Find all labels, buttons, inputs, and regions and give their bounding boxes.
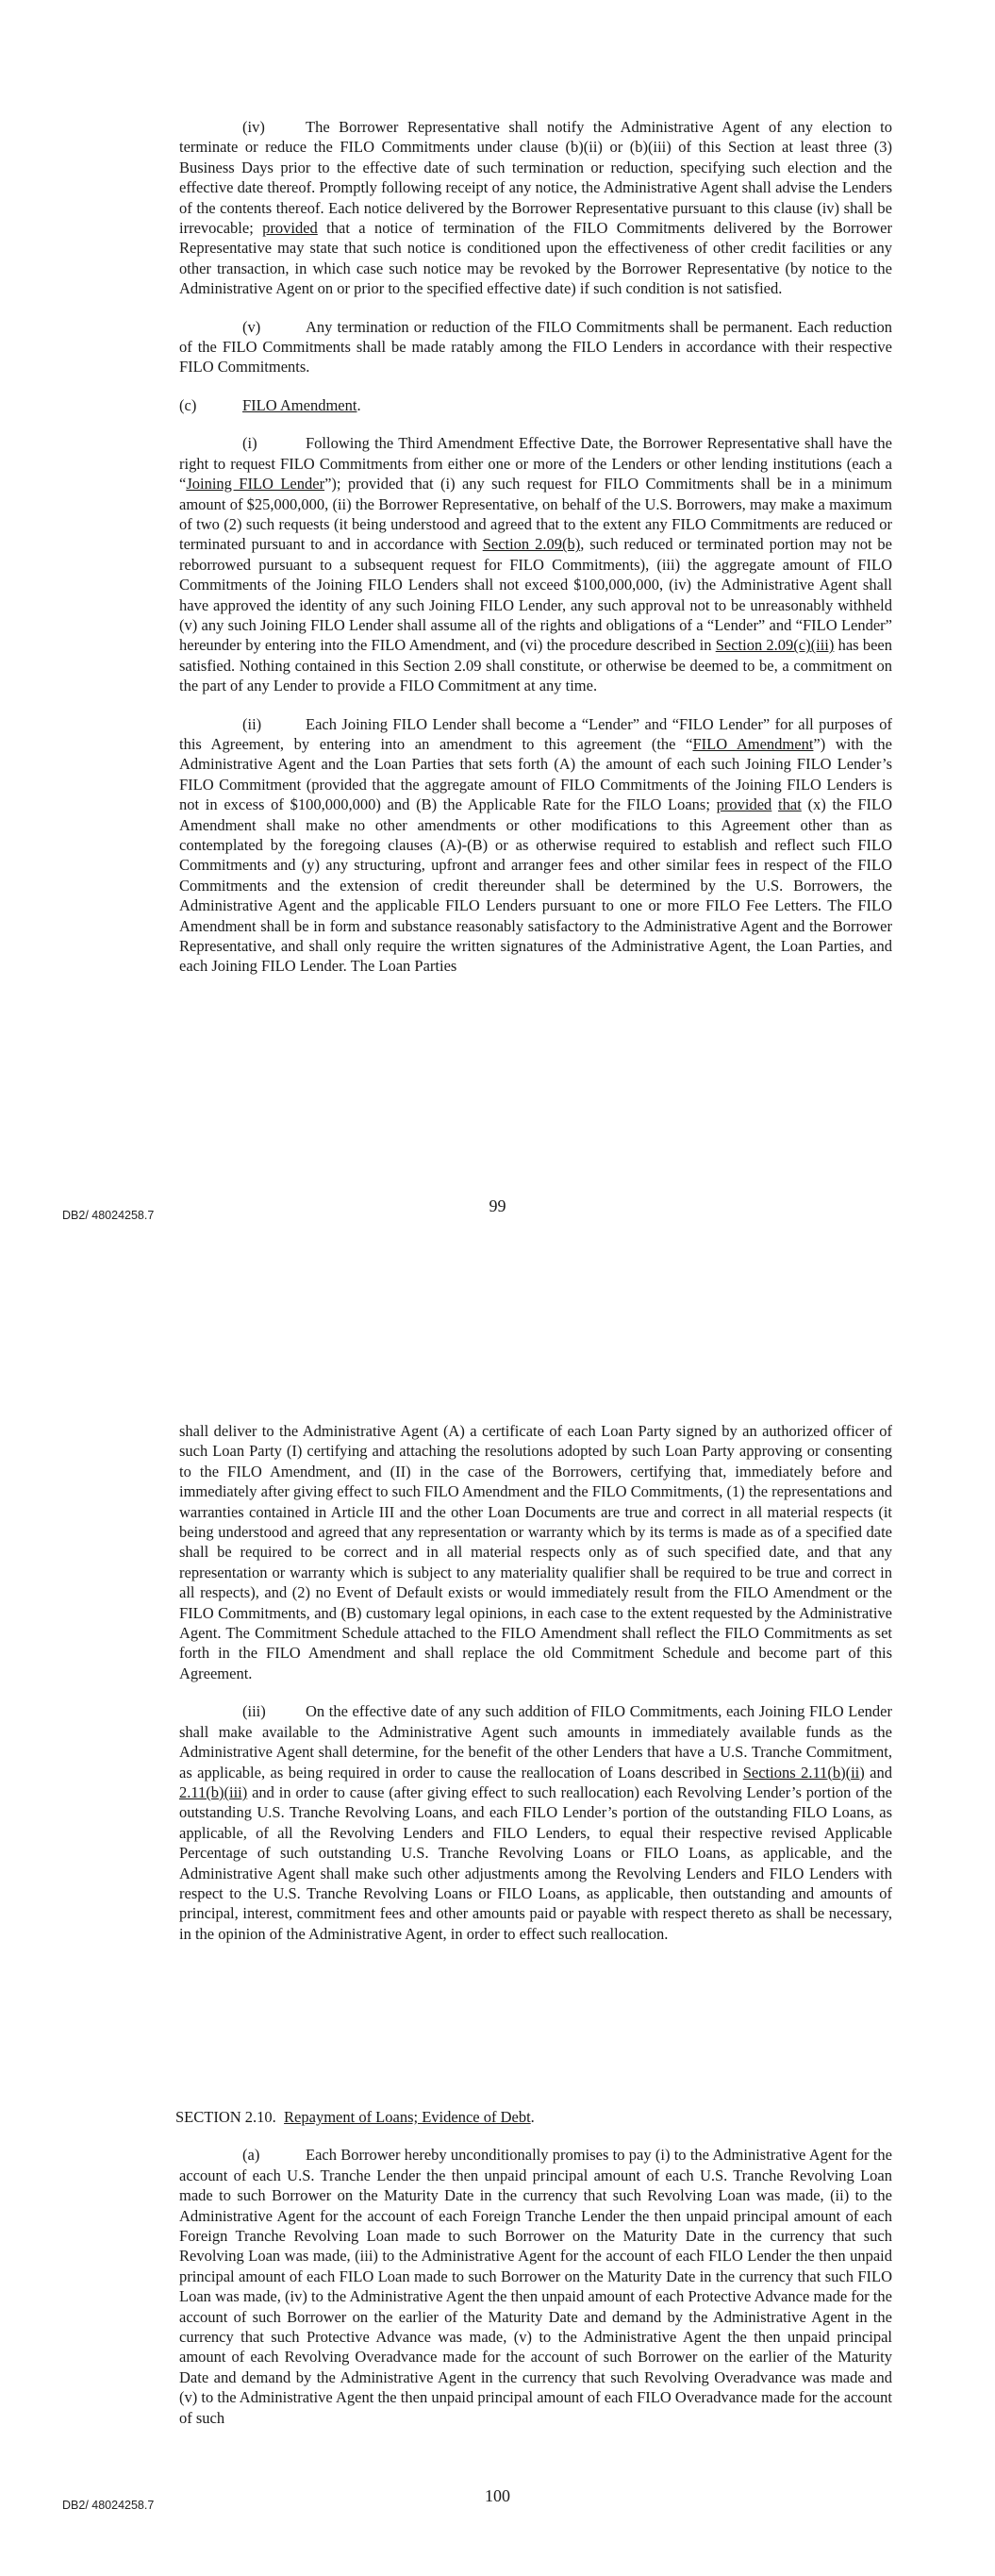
- paragraph-ii: [179, 714, 892, 977]
- paragraph-i: [179, 433, 892, 695]
- text-run: shall deliver to the Administrative Agent (A) a certificate of each Loan Party signed by an authorized officer of such Loan Party (I) certifying and attaching the resolutions adopted by such Loan Party approving or consenting to the FILO Amendment, and (II) in the case of the Borrowers, certifying that, immediately before and immediately after giving effect to such FILO Amendment and the FILO Commitments, (1) the representations and warranties contained in Article III and the other Loan Documents are true and correct in all material respects (it being understood and agreed that any representation or warranty which by its terms is made as of a specified date shall be required to be correct and in all material respects only as of such specified date, and that any representation or warranty which is subject to any materiality qualifier shall be required to be true and correct in all respects), and (2) no Event of Default exists or would immediately result from the FILO Amendment or the FILO Commitments, and (B) customary legal opinions, in each case to the extent requested by the Administrative Agent. The Commitment Schedule attached to the FILO Amendment shall reflect the FILO Commitments as set forth in the FILO Amendment and shall replace the old Commitment Schedule and become part of this Agreement.: [179, 1422, 892, 1682]
- clause-number: (a): [242, 2146, 260, 2165]
- paragraph-continued: [179, 1421, 892, 1683]
- clause-number: (c): [179, 395, 197, 414]
- clause-number: (iv): [242, 118, 265, 136]
- underlined-term: provided: [262, 219, 318, 238]
- paragraph-iv: [179, 117, 892, 299]
- section-2-10: [175, 2107, 892, 2446]
- text-run: On the effective date of any such addition of FILO Commitments, each Joining FILO Lender shall make available to the Administrative Agent such amounts in immediately available funds as the Administrative Agent shall determine, for the benefit of the other Lenders that have a U.S. Tranche Commitment, as applicable, as being required in order to cause the reallocation of Loans described in: [179, 1702, 892, 1781]
- text-run: Each Borrower hereby unconditionally promises to pay (i) to the Administrative Agent for the account of each U.S. Tranche Lender the then unpaid principal amount of each U.S. Tranche Revolving Loan made to such Borrower on the Maturity Date in the currency that such Revolving Loan was made, (ii) to the Administrative Agent for the account of each Foreign Tranche Lender the then unpaid principal amount of each Foreign Tranche Revolving Loan made to such Borrower on the Maturity Date in the currency that such Revolving Loan was made, (iii) to the Administrative Agent for the account of each FILO Lender the then unpaid principal amount of each FILO Loan made to such Borrower on the Maturity Date in the currency that such FILO Loan was made, (iv) to the Administrative Agent the then unpaid amount of each Protective Advance made for the account of such Borrower on the earlier of the Maturity Date and demand by the Administrative Agent in the currency that such Protective Advance was made, (v) to the Administrative Agent the then unpaid principal amount of each Revolving Overadvance made for the account of such Borrower on the earlier of the Maturity Date and demand by the Administrative Agent in the currency that such Revolving Overadvance was made and (v) to the Administrative Agent the then unpaid principal amount of each FILO Overadvance made for the account of such: [179, 2146, 892, 2427]
- section-heading: FILO Amendment: [242, 395, 357, 414]
- section-reference: Sections 2.11(b)(ii): [742, 1763, 865, 1781]
- text-run: ”) with the Administrative Agent and the Loan Parties that sets forth (A) the amount of each such Joining FILO Lender’s FILO Commitment (provided that the aggregate amount of FILO Commitments of the Joining FILO Lenders is not in excess of $100,000,000) and (B) the Applicable Rate for the FILO Loans;: [179, 734, 892, 814]
- document-id-footer: DB2/ 48024258.7: [62, 1209, 155, 1222]
- text-run: Any termination or reduction of the FILO Commitments shall be permanent. Each reduction of the FILO Commitments shall be made ratably among the FILO Lenders in accordance with their respective FILO Commitments.: [179, 317, 892, 376]
- clause-number: (iii): [242, 1702, 266, 1721]
- text-run: ”); provided that (i) any such request for FILO Commitments shall be in a minimum amount of $25,000,000, (ii) the Borrower Representative, on behalf of the U.S. Borrowers, may make a maximum of two (2) such requests (it being understood and agreed that to the extent any FILO Commitments are reduced or terminated pursuant to and in accordance with: [179, 475, 892, 554]
- section-heading: Repayment of Loans; Evidence of Debt: [284, 2108, 531, 2126]
- underlined-term: Joining FILO Lender: [186, 475, 325, 493]
- section-reference: Section 2.09(c)(iii): [715, 636, 835, 655]
- paragraph-c-heading: [179, 395, 892, 415]
- text-run: The Borrower Representative shall notify the Administrative Agent of any election to terminate or reduce the FILO Commitments under clause (b)(ii) or (b)(iii) of this Section at least three (3) Business Days prior to the effective date of such termination or reduction, specifying such election and the effective date thereof. Promptly following receipt of any notice, the Administrative Agent shall advise the Lenders of the contents thereof. Each notice delivered by the Borrower Representative pursuant to this clause (iv) shall be irrevocable;: [179, 118, 892, 238]
- clause-number: (v): [242, 317, 261, 336]
- text-run: that a notice of termination of the FILO Commitments delivered by the Borrower Representative may state that such notice is conditioned upon the effectiveness of other credit facilities or any other transaction, in which case such notice may be revoked by the Borrower Representative (by notice to the Administrative Agent on or prior to the specified effective date) if such condition is not satisfied.: [179, 219, 892, 298]
- underlined-term: that: [778, 795, 802, 814]
- page-100: [0, 1288, 995, 2576]
- page-number: 100: [485, 2486, 510, 2505]
- text-run: (x) the FILO Amendment shall make no other amendments or other modifications to this Agreement other than as contemplated by the foregoing clauses (A)-(B) or as otherwise required to establish and reflect such FILO Commitments and (y) any structuring, upfront and arranger fees and other similar fees in respect of the FILO Commitments and the extension of credit thereunder shall be determined by the U.S. Borrowers, the Administrative Agent and the applicable FILO Lenders pursuant to one or more FILO Fee Letters. The FILO Amendment shall be in form and substance reasonably satisfactory to the Administrative Agent and the Borrower Representative, and shall only require the written signatures of the Administrative Agent, the Loan Parties, and each Joining FILO Lender. The Loan Parties: [179, 795, 892, 976]
- document-id-footer: DB2/ 48024258.7: [62, 2499, 155, 2512]
- text-run: Following the Third Amendment Effective Date, the Borrower Representative shall have the right to request FILO Commitments from either one or more of the Lenders or other lending institutions (each a “: [179, 434, 892, 493]
- underlined-term: FILO Amendment: [692, 734, 814, 753]
- text-run: .: [357, 395, 361, 414]
- text-run: and: [864, 1763, 893, 1781]
- section-reference: 2.11(b)(iii): [179, 1782, 248, 1801]
- text-run: Each Joining FILO Lender shall become a “Lender” and “FILO Lender” for all purposes of this Agreement, by entering into an amendment to this agreement (the “: [179, 714, 892, 753]
- text-run: and in order to cause (after giving effect to such reallocation) each Revolving Lender’s portion of the outstanding U.S. Tranche Revolving Loans, and each FILO Lender’s portion of the outstanding FILO Loans, as applicable, of all the Revolving Lenders and FILO Lenders, to equal their respective revised Applicable Percentage of such outstanding U.S. Tranche Revolving Loans or FILO Loans, as applicable, and the Administrative Agent shall make such other adjustments among the Revolving Lenders and FILO Lenders with respect to the U.S. Tranche Revolving Loans or FILO Loans, as applicable, then outstanding and amounts of principal, interest, commitment fees and other amounts paid or payable with respect thereto as shall be necessary, in the opinion of the Administrative Agent, in order to effect such reallocation.: [179, 1782, 892, 1943]
- underlined-term: provided: [716, 795, 772, 814]
- paragraph-v: [179, 317, 892, 377]
- text-run: has been satisfied. Nothing contained in this Section 2.09 shall constitute, or otherwise be deemed to be, a commitment on the part of any Lender to provide a FILO Commitment at any time.: [179, 636, 892, 695]
- section-heading-line: [175, 2107, 892, 2127]
- section-reference: Section 2.09(b): [482, 535, 581, 554]
- paragraph-iii: [179, 1701, 892, 1944]
- page-100-body: [179, 1421, 892, 1962]
- clause-number: (ii): [242, 714, 262, 733]
- section-label: SECTION 2.10.: [175, 2108, 276, 2126]
- page-99-body: [179, 117, 892, 995]
- page-number: 99: [489, 1196, 506, 1215]
- text-run: .: [530, 2108, 535, 2126]
- clause-number: (i): [242, 434, 257, 453]
- text-run: , such reduced or terminated portion may not be reborrowed pursuant to a subsequent request for FILO Commitments), (iii) the aggregate amount of FILO Commitments of the Joining FILO Lenders shall not exceed $100,000,000, (iv) the Administrative Agent shall have approved the identity of any such Joining FILO Lender, any such approval not to be unreasonably withheld (v) any such Joining FILO Lender shall assume all of the rights and obligations of a “Lender” and “FILO Lender” hereunder by entering into the FILO Amendment, and (vi) the procedure described in: [179, 535, 893, 655]
- paragraph-a: [179, 2145, 892, 2428]
